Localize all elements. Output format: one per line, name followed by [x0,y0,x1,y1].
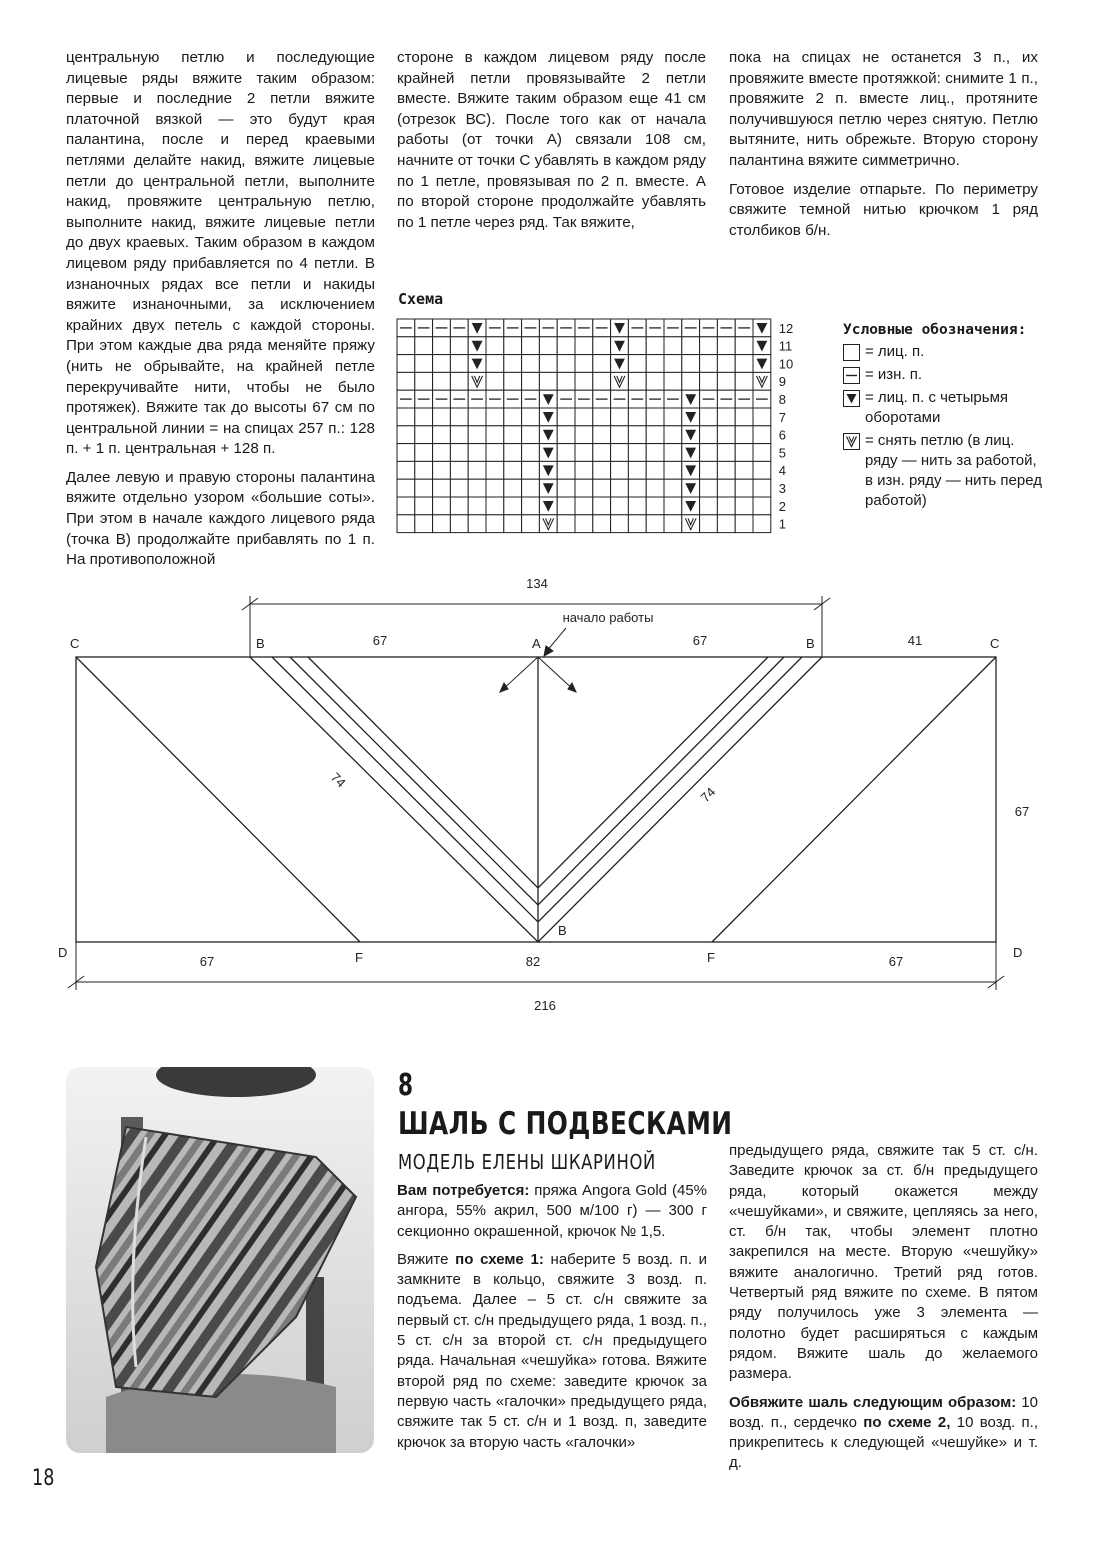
chart-cell [700,479,718,497]
chart-cell [593,337,611,355]
chart-cell [735,426,753,444]
text-run: наберите 5 возд. п. и замкните в кольцо, свяжите 3 возд. п. подъема. Далее – 5 ст. с/н свяжите за первый ст. с/н предыдущего ряда, 1 возд. п., 5 ст. с/н за второй ст. с/н предыдущего ряда. Начальная «чешуйка» готова. Вяжите второй ряд по схеме: заведите крючок за первую часть «галочки» предыдущего ряда, свяжите так 5 ст. с/н и 1 возд. п, заведите крючок за вторую часть «галочки» [397,1250,707,1451]
chart-cell [646,461,664,479]
legend-item-knit [843,342,1048,362]
row-label: 7 [778,409,787,425]
chart-cell [433,337,451,355]
chart-cell [415,497,433,515]
row-label: 11 [778,338,793,354]
chart-cell [504,479,522,497]
chart-cell [557,515,575,533]
needs-label: Вам потребуется: [397,1182,530,1199]
legend-title: Условные обозначения: [843,322,1027,338]
chart-cell [611,461,629,479]
text-run: 10 возд. п., сердечко [729,1393,1038,1431]
chart-cell [700,515,718,533]
chart-cell [628,372,646,390]
chart-cell [717,337,735,355]
chart-cell [522,515,540,533]
chart-cell [557,337,575,355]
chart-cell [575,337,593,355]
chart-cell [717,408,735,426]
chart-cell [450,515,468,533]
chart-cell [593,461,611,479]
chart-cell [522,479,540,497]
chart-cell [735,337,753,355]
paragraph: Далее левую и правую стороны палантина вяжите отдельно узором «большие соты». При этом в начале каждого лицевого ряда (точка В) продолжайте прибавлять по 1 п. На противоположной [66,468,375,569]
chart-cell [646,479,664,497]
v-line [250,657,822,942]
chart-cell [415,515,433,533]
chart-cell [397,372,415,390]
paragraph [397,1250,707,1453]
chart-cell [664,461,682,479]
chart-cell [433,355,451,373]
chart-title: Схема [398,290,444,308]
chart-cell [717,444,735,462]
chart-cell [468,426,486,444]
chart-cell [415,444,433,462]
legend [843,320,1048,514]
chart-cell [664,408,682,426]
chart-cell [717,355,735,373]
chart-cell [664,426,682,444]
dim-label: 82 [525,954,541,969]
chart-cell [397,337,415,355]
diagonal-line [712,657,996,942]
chart-cell [468,408,486,426]
chart-cell [397,444,415,462]
chart-cell [415,461,433,479]
chart-cell [700,337,718,355]
chart-cell [753,444,771,462]
chart-cell [717,479,735,497]
chart-cell [664,355,682,373]
chart-cell [450,479,468,497]
point-label: C [70,636,80,651]
wrapped-stitch-icon [843,390,860,407]
row-label: 10 [778,356,794,372]
chart-cell [735,515,753,533]
chart-cell [397,426,415,444]
chart-cell [486,444,504,462]
chart-cell [522,444,540,462]
chart-cell [593,426,611,444]
chart-cell [468,479,486,497]
chart-cell [397,479,415,497]
chart-cell [522,372,540,390]
chart-cell [468,515,486,533]
chart-cell [628,515,646,533]
chart-cell [557,408,575,426]
chart-cell [415,355,433,373]
chart-cell [611,479,629,497]
text-column-1 [66,48,375,571]
knit-symbol-icon [843,344,860,361]
point-label: B [256,636,265,651]
chart-cell [486,426,504,444]
chart-cell [700,461,718,479]
chart-cell [611,444,629,462]
chart-cell [593,408,611,426]
legend-text: = лиц. п. с четырьмя оборотами [865,389,1009,426]
chart-cell [735,479,753,497]
chart-cell [628,426,646,444]
chart-cell [415,408,433,426]
chart-cell [397,355,415,373]
dim-label: 67 [692,633,708,648]
chart-cell [717,372,735,390]
chart-cell [628,337,646,355]
chart-cell [593,515,611,533]
point-label: D [58,945,68,960]
chart-cell [557,497,575,515]
shawl-photo [66,1067,374,1453]
dim-label: 67 [372,633,388,648]
chart-cell [628,479,646,497]
chart-cell [415,426,433,444]
chart-cell [575,515,593,533]
chart-cell [397,515,415,533]
dim-label: 74 [327,769,349,791]
text-run: 10 возд. п., прикрепитесь к следующей «чешуйке» и т. д. [729,1413,1039,1472]
paragraph: пока на спицах не останется 3 п., их провяжите вместе протяжкой: снимите 1 п., провяжите 2 п. вместе лиц., протяните получившуюся петлю через снятую. Петлю вытяните, нить обрежьте. Вторую сторону палантина вяжите симметрично. [729,49,1038,169]
chart-cell [717,497,735,515]
chart-cell [593,372,611,390]
chart-cell [557,479,575,497]
chart-cell [450,372,468,390]
point-label: F [707,950,715,965]
chart-cell [397,497,415,515]
chart-cell [415,372,433,390]
point-label: B [558,923,567,938]
needs-paragraph [397,1181,707,1242]
paragraph: Готовое изделие отпарьте. По периметру свяжите темной нитью крючком 1 ряд столбиков б/н. [729,180,1038,239]
project-number: 8 [398,1068,414,1103]
chart-cell [700,497,718,515]
chart-cell [700,426,718,444]
chart-cell [664,337,682,355]
chart-cell [717,515,735,533]
chart-cell [557,426,575,444]
chart-cell [682,372,700,390]
chart-cell [646,355,664,373]
chart-cell [504,355,522,373]
chart-cell [664,479,682,497]
chart-cell [468,497,486,515]
chart-cell [593,444,611,462]
slip-stitch-icon [843,433,860,450]
row-label: 6 [778,427,787,443]
chart-cell [753,497,771,515]
dim-label: 67 [888,954,904,969]
chart-cell [433,461,451,479]
v-line [272,657,802,922]
chart-cell [433,497,451,515]
project-subtitle: МОДЕЛЬ ЕЛЕНЫ ШКАРИНОЙ [398,1150,656,1174]
chart-cell [611,408,629,426]
chart-cell [415,337,433,355]
start-label: начало работы [562,610,654,625]
chart-cell [628,408,646,426]
chart-cell [504,444,522,462]
chart-cell [682,337,700,355]
page-number: 18 [32,1466,55,1491]
chart-cell [450,497,468,515]
chart-cell [646,426,664,444]
chart-cell [700,408,718,426]
chart-cell [522,497,540,515]
chart-cell [664,497,682,515]
diagonal-line [76,657,360,942]
project-text-column-2 [729,1141,1038,1482]
legend-text: = лиц. п. [865,343,925,360]
chart-cell [575,355,593,373]
chart-cell [522,337,540,355]
chart-cell [486,461,504,479]
text-run-bold: Обвяжите шаль следующим образом: [729,1393,1017,1411]
needs-text: пряжа Angora Gold (45% ангора, 55% акрил, 500 м/100 г) — 300 г секционно окрашенной, крючок № 1,5. [397,1182,707,1240]
legend-item-wrap [843,388,1048,428]
chart-cell [611,426,629,444]
chart-cell [522,426,540,444]
chart-cell [433,408,451,426]
chart-cell [433,372,451,390]
row-label: 4 [778,463,787,479]
chart-cell [646,444,664,462]
dim-label: 67 [199,954,215,969]
row-label: 9 [778,374,787,390]
paragraph: стороне в каждом лицевом ряду после крайней петли провязывайте 2 петли вместе. Вяжите таким образом еще 41 см (отрезок ВС). После того как от начала работы (от точки А) связали 108 см, начните от точки С убавлять в каждом ряду по 1 петле, провязывая по 2 п. вместе. А по второй стороне продолжайте убавлять по 1 петле через ряд. Так вяжите, [397,49,706,231]
chart-cell [557,372,575,390]
chart-cell [504,372,522,390]
chart-cell [397,461,415,479]
chart-cell [628,461,646,479]
chart-cell [450,426,468,444]
chart-cell [611,515,629,533]
legend-text: = снять петлю (в лиц. ряду — нить за работой, в изн. ряду — нить перед работой) [865,432,1042,509]
paragraph [729,1393,1038,1474]
chart-cell [575,426,593,444]
chart-cell [433,426,451,444]
v-line [290,657,784,905]
chart-cell [486,497,504,515]
chart-cell [753,426,771,444]
dim-label: 74 [697,784,719,806]
chart-cell [486,372,504,390]
chart-cell [628,355,646,373]
paragraph: центральную петлю и последующие лицевые ряды вяжите таким образом: первые и последние 2 петли вяжите платочной вязкой — это будут края палантина, после и перед краевыми петлями делайте накид, вяжите лицевые петли до центральной петли, выполните накид, провяжите центральную петлю, выполните накид, вяжите лицевые петли до двух краевых. Таким образом в каждом лицевом ряду прибавляется по 4 петли. В изнаночных рядах все петли и накиды вяжите изнаночными, за исключением крайних двух петель с каждой стороны. При этом каждые два ряда меняйте пряжу (нить не обрывайте, на крайней петле перекручивайте нити, чтобы не было протяжек). Вяжите так до высоты 67 см по центральной линии = на спицах 257 п.: 128 п. + 1 п. центральная + 128 п. [66,49,375,458]
chart-cell [522,408,540,426]
chart-cell [504,408,522,426]
chart-cell [486,355,504,373]
shawl-diagram [0,560,1107,1020]
row-label: 5 [778,445,787,461]
chart-cell [628,444,646,462]
dim-label: 216 [534,998,556,1013]
chart-cell [646,515,664,533]
chart-cell [646,497,664,515]
project-text-column-1 [397,1181,707,1461]
row-label: 8 [778,392,787,407]
chart-cell [557,461,575,479]
chart-cell [646,337,664,355]
chart-cell [539,355,557,373]
chart-cell [664,515,682,533]
chart-cell [735,408,753,426]
point-label: F [355,950,363,965]
dim-label: 134 [526,576,548,591]
chart-cell [700,372,718,390]
chart-cell [450,444,468,462]
chart-cell [753,461,771,479]
text-column-3 [729,48,1038,249]
point-label: B [806,636,815,651]
shawl-on-chair-image [66,1067,374,1453]
chart-cell [735,497,753,515]
text-run-bold: по схеме 1: [455,1250,544,1268]
chart-cell [433,515,451,533]
chart-cell [575,461,593,479]
chart-cell [539,372,557,390]
row-label: 3 [778,481,787,496]
chart-cell [717,426,735,444]
text-run: Вяжите [397,1250,456,1268]
chart-cell [664,444,682,462]
chart-cell [450,337,468,355]
chart-cell [504,497,522,515]
chart-cell [486,337,504,355]
chart-cell [504,515,522,533]
chart-cell [646,408,664,426]
chart-cell [397,408,415,426]
row-label: 1 [778,516,787,532]
text-run-bold: по схеме 2, [863,1413,951,1431]
chart-cell [682,355,700,373]
chart-cell [539,337,557,355]
chart-cell [628,497,646,515]
chart-cell [735,444,753,462]
chart-cell [593,479,611,497]
chart-cell [504,461,522,479]
chart-cell [753,479,771,497]
chart-cell [450,408,468,426]
chart-cell [433,479,451,497]
chart-cell [646,372,664,390]
chart-cell [753,408,771,426]
paragraph: предыдущего ряда, свяжите так 5 ст. с/н. Заведите крючок за ст. б/н предыдущего ряда, который окажется между «чешуйками», и свяжите, цепляясь за него, ст. б/н так, чтобы элемент плотно закрепился на месте. Вторую «чешуйку» вяжите аналогично. Третий ряд готов. Четвертый ряд вяжите по схеме. В пятом ряду получилось уже 3 элемента — полотно будет расширяться с каждым рядом. Вяжите шаль до желаемого размера. [729,1142,1038,1383]
chart-cell [468,444,486,462]
chart-cell [522,355,540,373]
legend-text: = изн. п. [865,366,923,383]
chart-cell [700,355,718,373]
text-column-2 [397,48,706,241]
chart-cell [717,461,735,479]
chart-cell [593,355,611,373]
shawl-outline [76,657,996,942]
chart-cell [735,355,753,373]
purl-symbol-icon [843,367,860,384]
chart-cell [575,372,593,390]
chart-cell [468,461,486,479]
point-label: D [1013,945,1023,960]
legend-item-purl [843,365,1048,385]
chart-cell [575,479,593,497]
chart-cell [486,515,504,533]
chart-cell [735,372,753,390]
dim-label: 41 [907,633,923,648]
chart-cell [486,408,504,426]
row-label: 12 [778,320,794,336]
chart-cell [504,426,522,444]
chart-cell [611,497,629,515]
chart-cell [450,355,468,373]
chart-cell [504,337,522,355]
dim-label: 67 [1014,804,1030,819]
chart-cell [575,408,593,426]
chart-cell [664,372,682,390]
knitting-chart [396,318,796,544]
row-label: 2 [778,498,787,514]
chart-cell [700,444,718,462]
chart-cell [433,444,451,462]
chart-cell [575,497,593,515]
chart-cell [735,461,753,479]
project-title: ШАЛЬ С ПОДВЕСКАМИ [398,1106,733,1142]
legend-item-slip [843,431,1048,511]
chart-cell [522,461,540,479]
point-label: C [990,636,1000,651]
chart-cell [557,355,575,373]
chart-cell [593,497,611,515]
point-label: A [532,636,541,651]
chart-cell [486,479,504,497]
chart-cell [575,444,593,462]
chart-cell [557,444,575,462]
chart-cell [415,479,433,497]
chart-cell [753,515,771,533]
chart-cell [450,461,468,479]
